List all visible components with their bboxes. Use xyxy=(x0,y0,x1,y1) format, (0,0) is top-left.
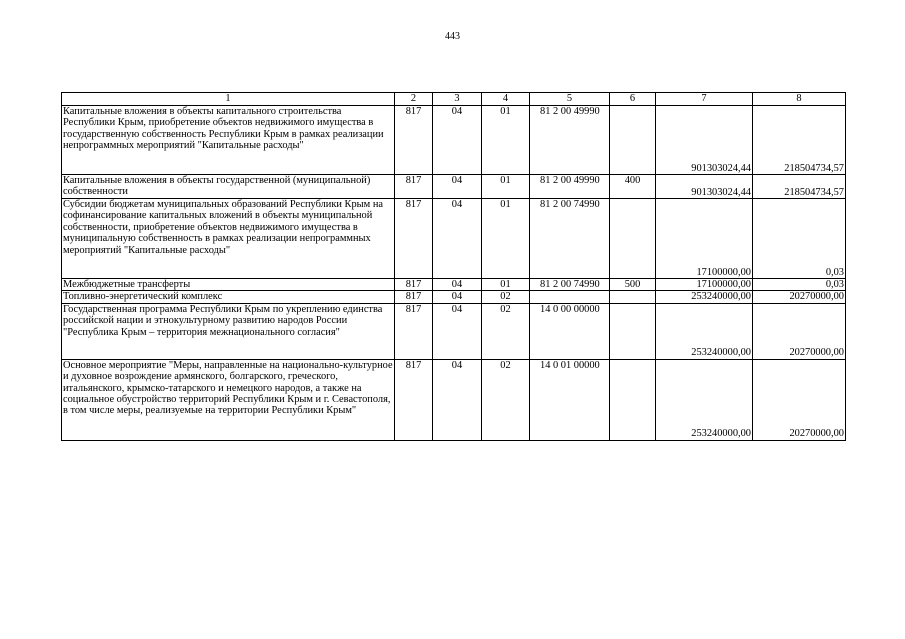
table-row xyxy=(62,106,846,175)
header-cell: 7 xyxy=(656,93,753,106)
row-name-cell: Основное мероприятие "Меры, направленные на национально-культурное и духовное возрождение армянского, болгарского, греческого, итальянского, крымско-татарского и немецкого народов, а также на социальное обустройство территорий Республики Крым и г. Севастополя, в том числе меры, реализуемые на территории Республики Крым" xyxy=(62,359,395,440)
section-code-cell: 04 xyxy=(433,175,482,199)
target-article-cell xyxy=(530,291,610,303)
ministry-code-cell: 817 xyxy=(395,199,433,279)
expense-type-cell xyxy=(610,291,656,303)
table-row xyxy=(62,199,846,279)
table-row xyxy=(62,359,846,440)
table-row xyxy=(62,303,846,359)
target-article-cell: 14 0 00 00000 xyxy=(530,303,610,359)
ministry-code-cell: 817 xyxy=(395,291,433,303)
budget-table xyxy=(61,92,846,441)
page-number: 443 xyxy=(445,31,460,42)
header-cell: 3 xyxy=(433,93,482,106)
amount-cell-col8: 218504734,57 xyxy=(753,175,846,199)
subsection-code-cell: 02 xyxy=(482,359,530,440)
row-name-cell: Межбюджетные трансферты xyxy=(62,279,395,291)
header-cell: 2 xyxy=(395,93,433,106)
expense-type-cell xyxy=(610,303,656,359)
amount-cell-col8: 20270000,00 xyxy=(753,359,846,440)
amount-cell-col8: 20270000,00 xyxy=(753,291,846,303)
subsection-code-cell: 02 xyxy=(482,303,530,359)
row-name-cell: Субсидии бюджетам муниципальных образований Республики Крым на софинансирование капитальных вложений в объекты муниципальной собственности, приобретение объектов недвижимого имущества в муниципальную собственность в рамках реализации непрограммных мероприятий "Капитальные расходы" xyxy=(62,199,395,279)
row-name-cell: Государственная программа Республики Крым по укреплению единства российской нации и этнокультурному развитию народов России "Республика Крым – территория межнационального согласия" xyxy=(62,303,395,359)
amount-cell-col8: 20270000,00 xyxy=(753,303,846,359)
subsection-code-cell: 02 xyxy=(482,291,530,303)
expense-type-cell xyxy=(610,359,656,440)
table-row xyxy=(62,279,846,291)
amount-cell-col8: 218504734,57 xyxy=(753,106,846,175)
target-article-cell: 81 2 00 74990 xyxy=(530,199,610,279)
subsection-code-cell: 01 xyxy=(482,279,530,291)
row-name-cell: Капитальные вложения в объекты капитального строительства Республики Крым, приобретение объектов недвижимого имущества в государственную собственность Республики Крым в рамках реализации непрограммных мероприятий "Капитальные расходы" xyxy=(62,106,395,175)
subsection-code-cell: 01 xyxy=(482,199,530,279)
expense-type-cell: 400 xyxy=(610,175,656,199)
amount-cell-col7: 253240000,00 xyxy=(656,291,753,303)
target-article-cell: 81 2 00 49990 xyxy=(530,106,610,175)
section-code-cell: 04 xyxy=(433,303,482,359)
amount-cell-col7: 17100000,00 xyxy=(656,279,753,291)
header-row xyxy=(62,93,846,106)
expense-type-cell: 500 xyxy=(610,279,656,291)
amount-cell-col8: 0,03 xyxy=(753,199,846,279)
amount-cell-col8: 0,03 xyxy=(753,279,846,291)
subsection-code-cell: 01 xyxy=(482,106,530,175)
ministry-code-cell: 817 xyxy=(395,279,433,291)
row-name-cell: Топливно-энергетический комплекс xyxy=(62,291,395,303)
ministry-code-cell: 817 xyxy=(395,303,433,359)
section-code-cell: 04 xyxy=(433,359,482,440)
amount-cell-col7: 253240000,00 xyxy=(656,303,753,359)
header-cell: 8 xyxy=(753,93,846,106)
header-cell: 1 xyxy=(62,93,395,106)
amount-cell-col7: 17100000,00 xyxy=(656,199,753,279)
table-row xyxy=(62,175,846,199)
ministry-code-cell: 817 xyxy=(395,359,433,440)
section-code-cell: 04 xyxy=(433,106,482,175)
amount-cell-col7: 253240000,00 xyxy=(656,359,753,440)
subsection-code-cell: 01 xyxy=(482,175,530,199)
table-row xyxy=(62,291,846,303)
section-code-cell: 04 xyxy=(433,279,482,291)
row-name-cell: Капитальные вложения в объекты государственной (муниципальной) собственности xyxy=(62,175,395,199)
ministry-code-cell: 817 xyxy=(395,175,433,199)
amount-cell-col7: 901303024,44 xyxy=(656,106,753,175)
expense-type-cell xyxy=(610,106,656,175)
expense-type-cell xyxy=(610,199,656,279)
section-code-cell: 04 xyxy=(433,199,482,279)
amount-cell-col7: 901303024,44 xyxy=(656,175,753,199)
ministry-code-cell: 817 xyxy=(395,106,433,175)
target-article-cell: 14 0 01 00000 xyxy=(530,359,610,440)
target-article-cell: 81 2 00 49990 xyxy=(530,175,610,199)
target-article-cell: 81 2 00 74990 xyxy=(530,279,610,291)
section-code-cell: 04 xyxy=(433,291,482,303)
header-cell: 4 xyxy=(482,93,530,106)
header-cell: 6 xyxy=(610,93,656,106)
header-cell: 5 xyxy=(530,93,610,106)
